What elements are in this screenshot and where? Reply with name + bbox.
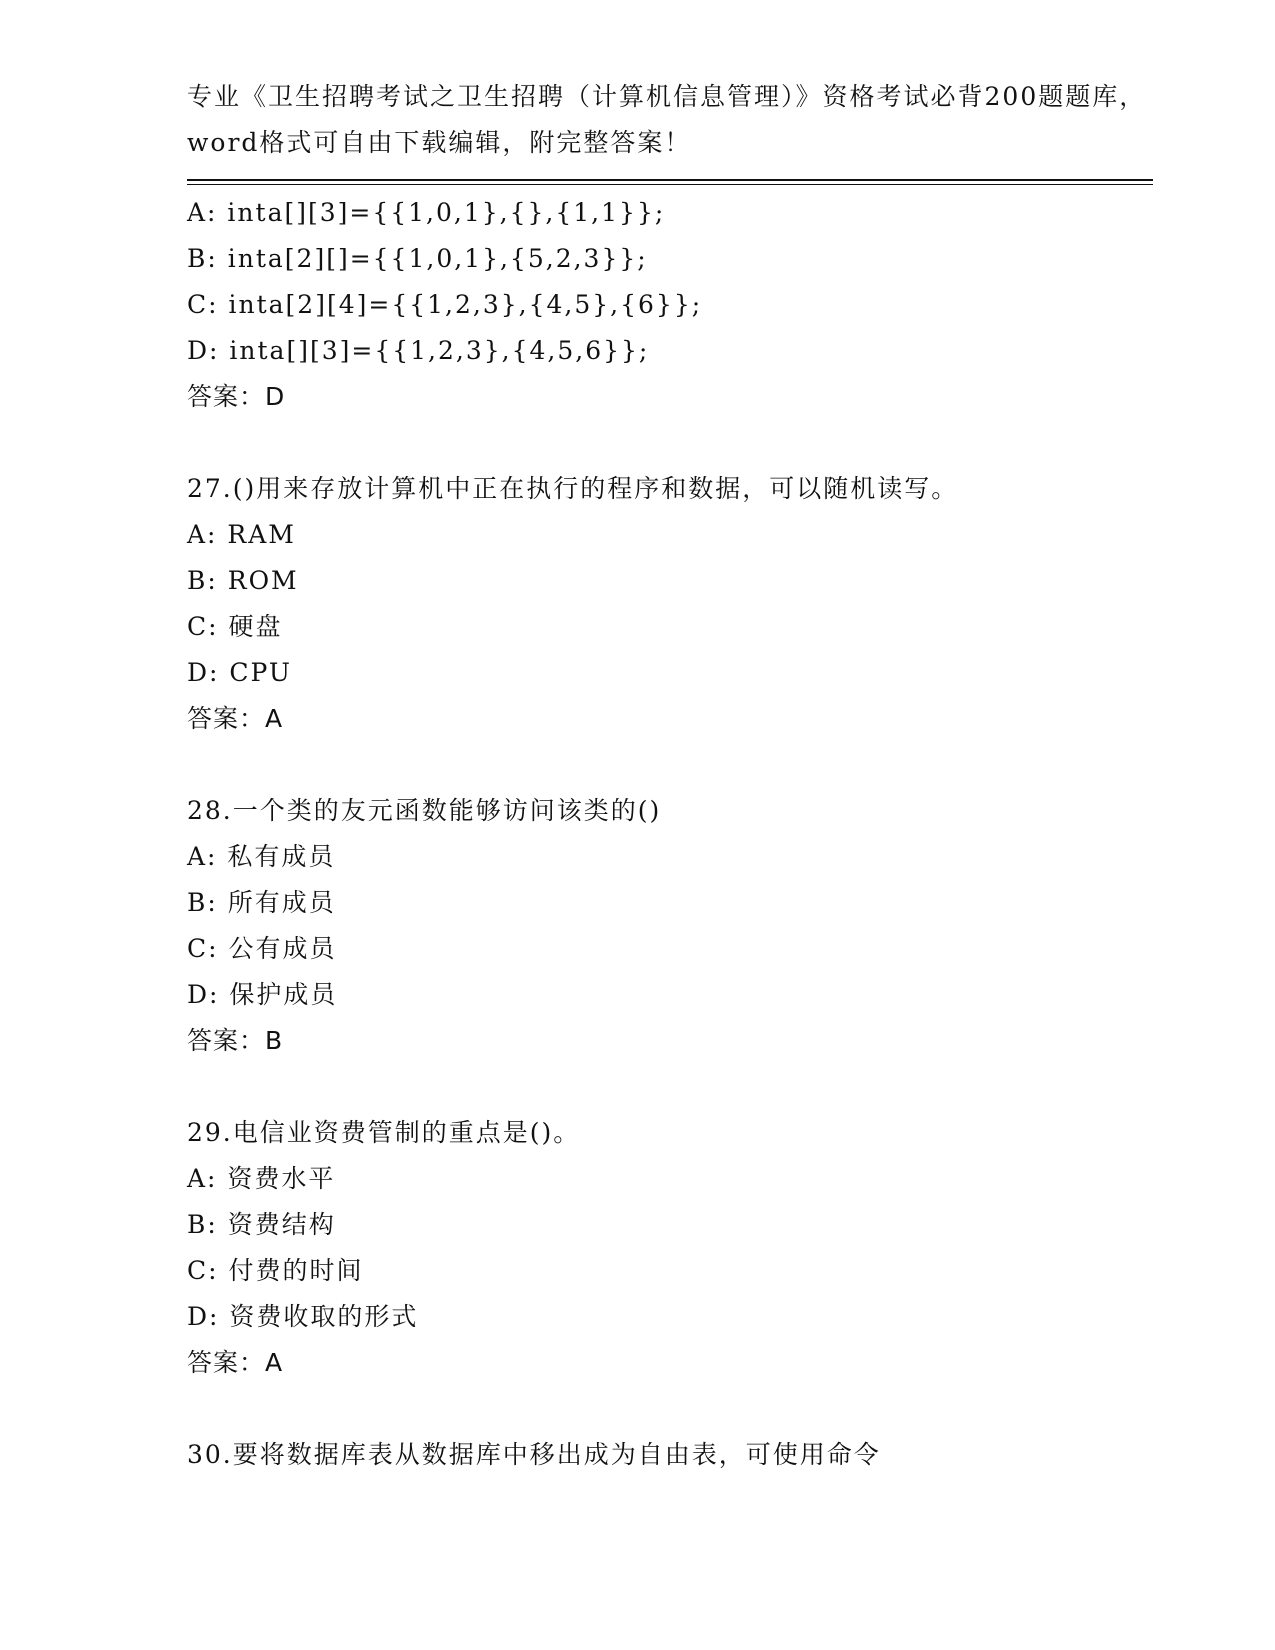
spacer (187, 1386, 1147, 1432)
q26-option-c: C: inta[2][4]={{1,2,3},{4,5},{6}}; (187, 290, 703, 319)
q29-option-c: C: 付费的时间 (187, 1256, 364, 1285)
question-list (187, 190, 1147, 1478)
q27-option-d: D: CPU (187, 658, 292, 687)
q27-option-c: C: 硬盘 (187, 612, 283, 641)
q29-question: 29.电信业资费管制的重点是()。 (187, 1118, 581, 1147)
header-title-line-2: word格式可自由下载编辑，附完整答案！ (187, 128, 692, 157)
q29-answer: 答案：A (187, 1348, 284, 1377)
q26-option-a: A: inta[][3]={{1,0,1},{},{1,1}}; (187, 198, 666, 227)
q26-answer: 答案：D (187, 382, 286, 411)
question-26-block (187, 190, 1147, 420)
q29-option-d: D: 资费收取的形式 (187, 1302, 419, 1331)
q28-option-c: C: 公有成员 (187, 934, 337, 963)
q28-answer: 答案：B (187, 1026, 284, 1055)
q27-option-a: A: RAM (187, 520, 296, 549)
question-27-block (187, 466, 1147, 742)
question-28-block (187, 788, 1147, 1064)
q28-option-d: D: 保护成员 (187, 980, 338, 1009)
q29-option-b: B: 资费结构 (187, 1210, 336, 1239)
spacer (187, 742, 1147, 788)
q28-question: 28.一个类的友元函数能够访问该类的() (187, 796, 662, 825)
spacer (187, 420, 1147, 466)
q28-option-a: A: 私有成员 (187, 842, 336, 871)
q26-option-d: D: inta[][3]={{1,2,3},{4,5,6}}; (187, 336, 650, 365)
header-title-line-1: 专业《卫生招聘考试之卫生招聘（计算机信息管理）》资格考试必背200题题库， (187, 82, 1147, 111)
header-divider-thin (187, 184, 1153, 185)
question-30-block (187, 1432, 1147, 1478)
question-29-block (187, 1110, 1147, 1386)
q29-option-a: A: 资费水平 (187, 1164, 336, 1193)
header-divider-thick (187, 179, 1153, 181)
q27-option-b: B: ROM (187, 566, 299, 595)
q30-question: 30.要将数据库表从数据库中移出成为自由表，可使用命令 (187, 1440, 881, 1469)
document-header (187, 74, 1147, 166)
spacer (187, 1064, 1147, 1110)
q27-question: 27.()用来存放计算机中正在执行的程序和数据，可以随机读写。 (187, 474, 959, 503)
q28-option-b: B: 所有成员 (187, 888, 336, 917)
q27-answer: 答案：A (187, 704, 284, 733)
q26-option-b: B: inta[2][]={{1,0,1},{5,2,3}}; (187, 244, 648, 273)
